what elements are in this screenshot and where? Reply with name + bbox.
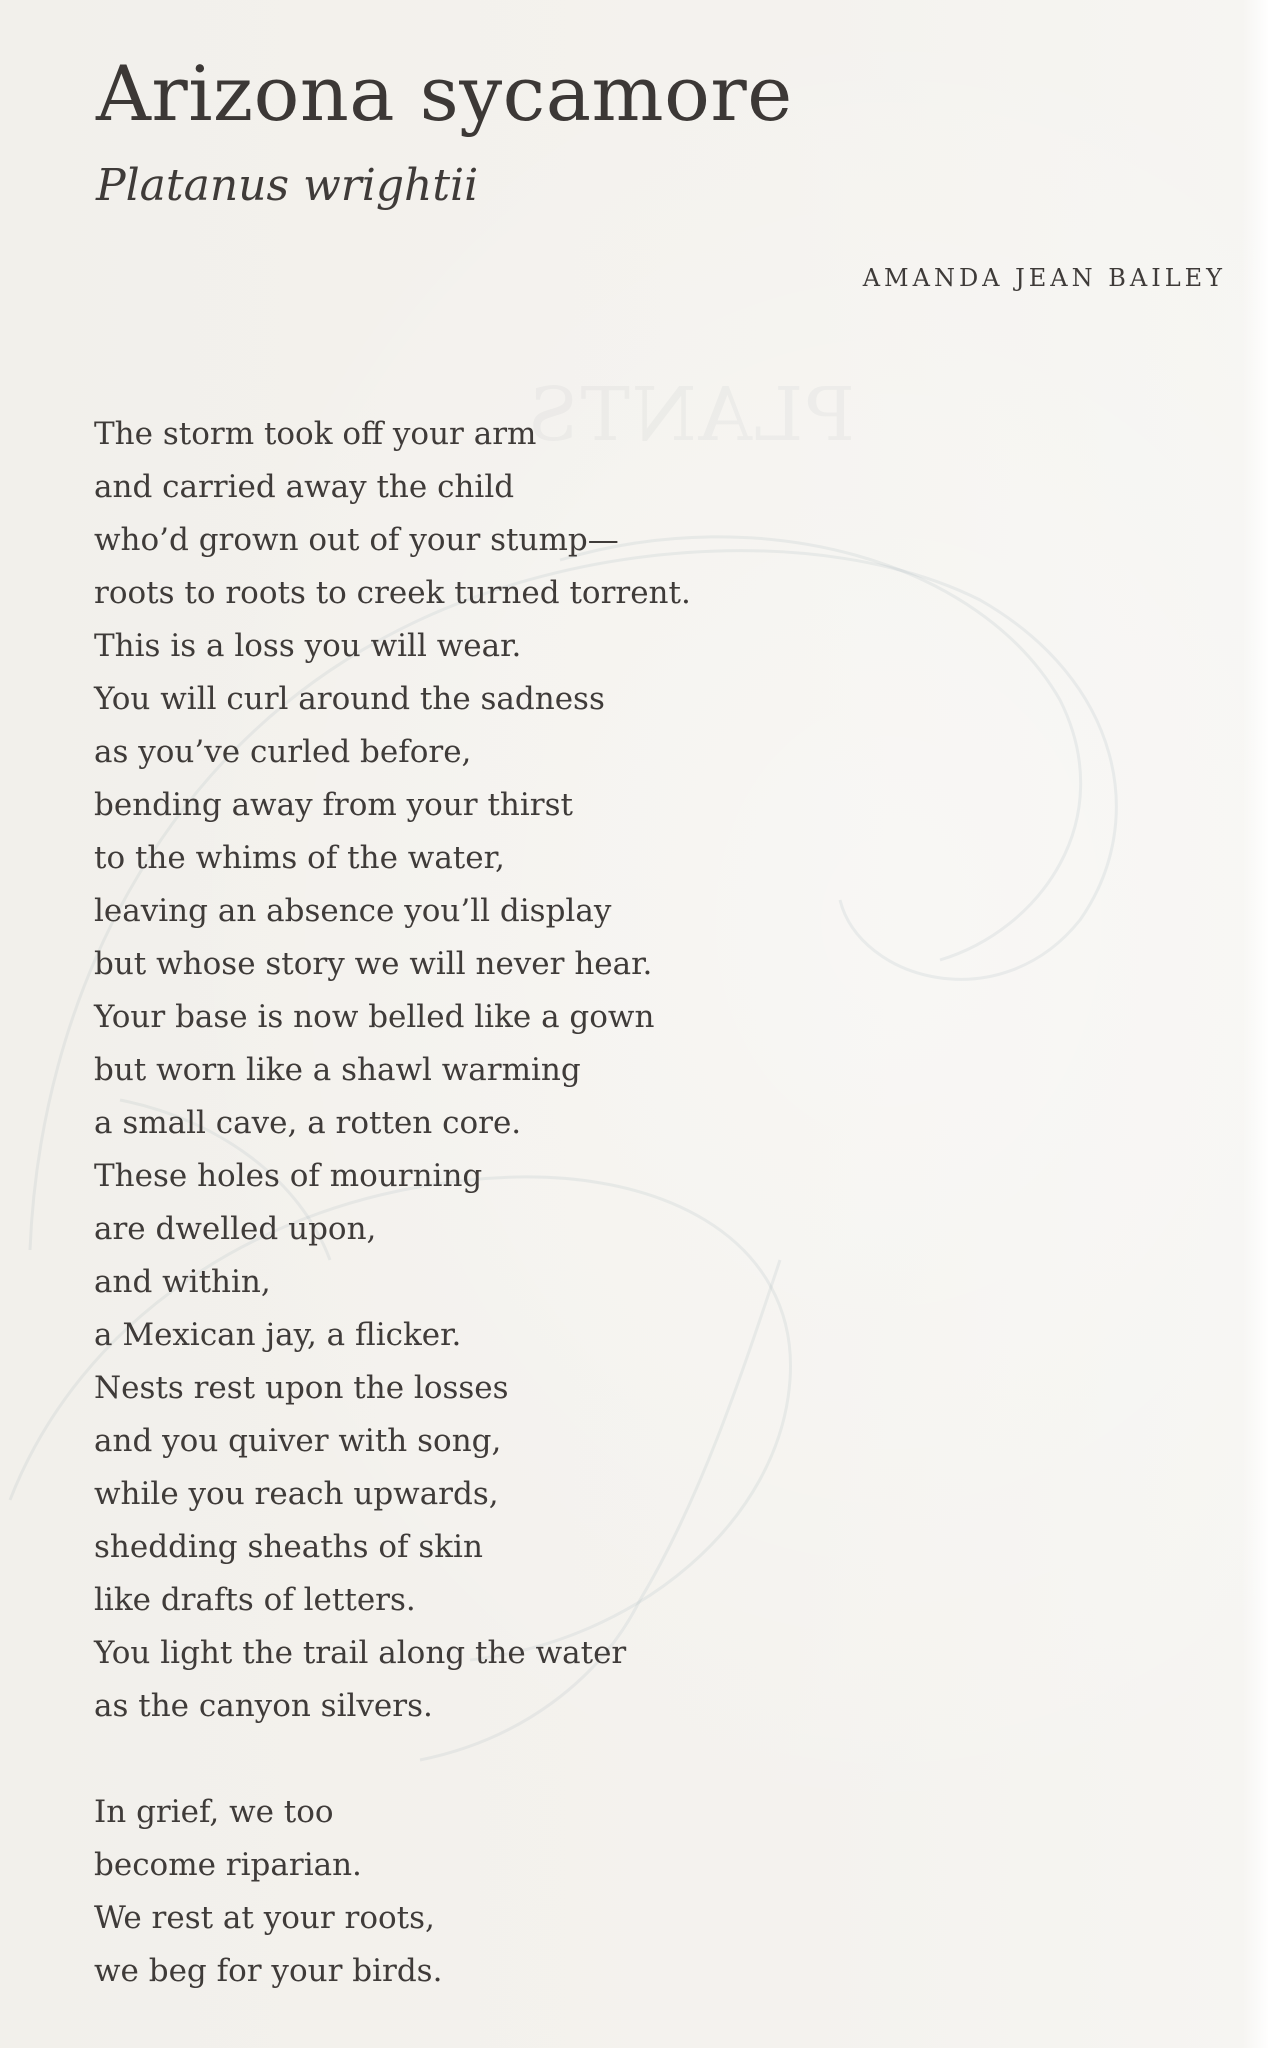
poem-line: shedding sheaths of skin (94, 1529, 483, 1565)
poem-line: but whose story we will never hear. (94, 946, 653, 982)
poem-line: a Mexican jay, a flicker. (94, 1317, 462, 1353)
poem-line: become riparian. (94, 1847, 362, 1883)
bleed-through-text: PLANTS (525, 372, 855, 458)
poem-line: a small cave, a rotten core. (94, 1105, 522, 1141)
poem-line: The storm took off your arm (94, 416, 537, 452)
poem-line: bending away from your thirst (94, 787, 573, 823)
poem-line: We rest at your roots, (94, 1900, 435, 1936)
poem-line: while you reach upwards, (94, 1476, 499, 1512)
poem-author: AMANDA JEAN BAILEY (862, 264, 1226, 292)
poem-line: Your base is now belled like a gown (94, 999, 655, 1035)
poem-line: roots to roots to creek turned torrent. (94, 575, 691, 611)
poem-line: to the whims of the water, (94, 840, 505, 876)
poem-line: leaving an absence you’ll display (94, 893, 612, 929)
poem-line: who’d grown out of your stump— (94, 522, 619, 558)
page-edge (1242, 0, 1268, 2048)
poem-line: like drafts of letters. (94, 1582, 416, 1618)
poem-line: and within, (94, 1264, 271, 1300)
poem-line: are dwelled upon, (94, 1211, 377, 1247)
poem-line: This is a loss you will wear. (94, 628, 522, 664)
poem-line: In grief, we too (94, 1794, 334, 1830)
poem-title: Arizona sycamore (96, 49, 793, 138)
stanza-break (94, 1733, 691, 1786)
poem-line: as the canyon silvers. (94, 1688, 433, 1724)
poem-line: These holes of mourning (94, 1158, 483, 1194)
poem-line: You light the trail along the water (94, 1635, 627, 1671)
poem-line: You will curl around the sadness (94, 681, 605, 717)
poem-line: and carried away the child (94, 469, 515, 505)
poem-line: we beg for your birds. (94, 1953, 443, 1989)
poem-line: Nests rest upon the losses (94, 1370, 509, 1406)
poem-body (94, 408, 691, 1998)
poem-subtitle-species: Platanus wrightii (96, 160, 479, 211)
poem-line: and you quiver with song, (94, 1423, 502, 1459)
poem-line: but worn like a shawl warming (94, 1052, 581, 1088)
poem-line: as you’ve curled before, (94, 734, 472, 770)
